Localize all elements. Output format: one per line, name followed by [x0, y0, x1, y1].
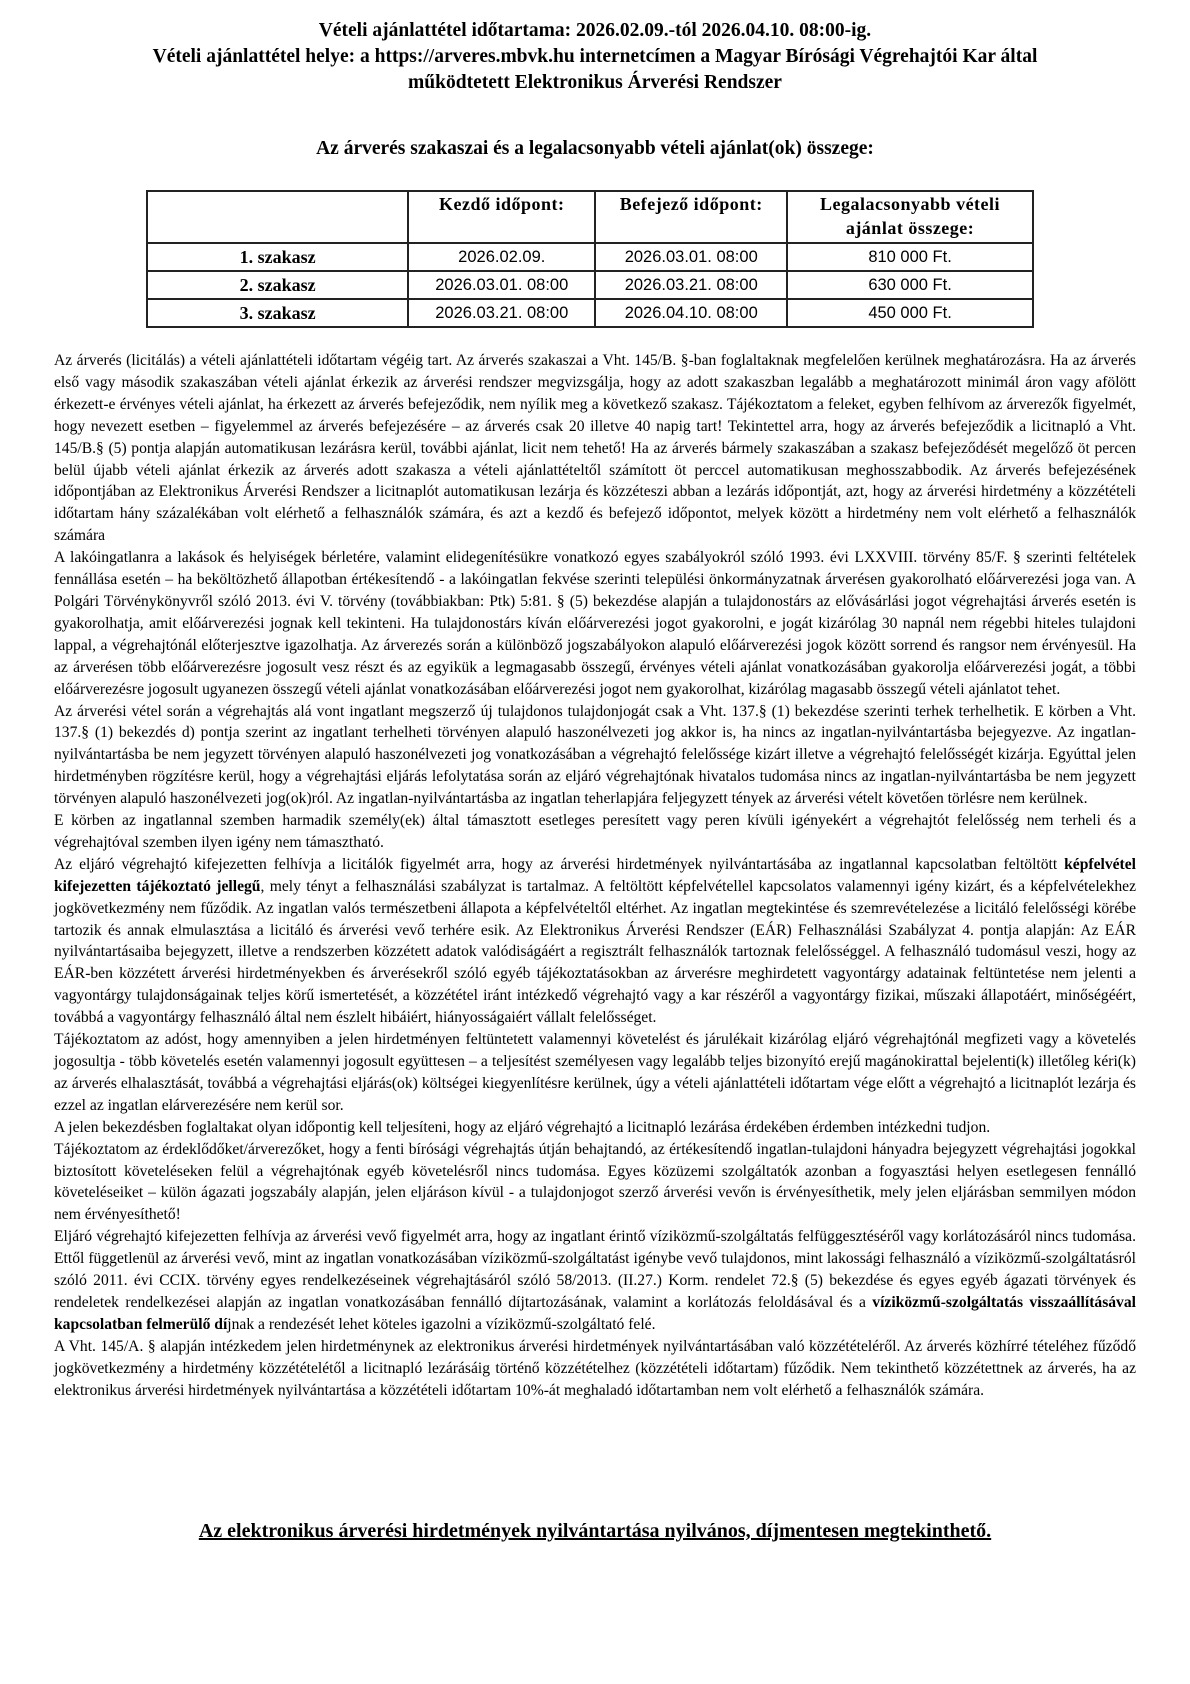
bold-text-segment: képfelvétel kifejezetten tájékoztató jellegű: [54, 855, 1136, 895]
header-empty: [147, 191, 408, 243]
stage-start: 2026.03.01. 08:00: [408, 271, 595, 299]
paragraph-debtor-notice: Tájékoztatom az adóst, hogy amennyiben a jelen hirdetményen feltüntetett valamennyi követelést és járulékait kizárólag eljáró végrehajtónál megfizeti vagy a követelés jogosultja - több követelés esetén valamennyi jogosult együttesen – a teljesítést személyesen vagy legalább teljes bizonyító erejű magánokirattal bejelenti(k) illetőleg kéri(k) az árverés elhalasztását, továbbá a végrehajtási eljárás(ok) költségei kiegyenlítésre kerülnek, úgy a vételi ajánlattételi időtartam vége előtt a végrehajtó a licitnaplót lezárja és ezzel az ingatlan elárverezésére nem kerül sor.: [54, 1031, 1136, 1114]
bidding-location: Vételi ajánlattétel helye: a https://arveres.mbvk.hu internetcímen a Magyar Bírósági Végrehajtói Kar által: [152, 46, 1038, 67]
text-segment: , mely tényt a felhasználási szabályzat is tartalmaz. A feltöltött képfelvétellel kapcsolatos valamennyi igény kizárt, és a képfelvételekhez jogkövetkezmény nem fűződik. Az ingatlan valós természetbeni állapota a képfelvételtől eltérhet. Az ingatlan megtekintése és szemrevételezése a licitáló felelősségi körébe tartozik és annak elmulasztása a licitáló és árverési vevő terhére esik. Az Elektronikus Árverési Rendszer (EÁR) Felhasználási Szabályzat 4. pontja alapján: Az EÁR nyilvántartásaiba bejegyzett, illetve a rendszerben közzétett adatok valódiságáért a regisztrált felhasználók tartoznak felelősséggel. A felhasználó tudomásul veszi, hogy az EÁR-ben közzétett árverési hirdetményekben és árverésekről szóló egyéb tájékoztatásokban az árverésre meghirdetett vagyontárgy adatainak feltüntetése nem jelenti a vagyontárgy tulajdonságainak teljes körű ismertetését, a közzététel iránt intézkedő végrehajtó vagy a kar részéről a vagyontárgy fizikai, műszaki állapotáért, minőségéért, továbbá a vagyontárgy felhasználó által nem észlelt hibáiért, hiányosságaiért vállalt felelősséget.: [54, 877, 1137, 1027]
notice-body: [54, 350, 1136, 1402]
stage-end: 2026.03.21. 08:00: [595, 271, 787, 299]
auction-stages-table: [146, 190, 1034, 328]
footer-notice: Az elektronikus árverési hirdetmények nyilvántartása nyilvános, díjmentesen megtekinthető.: [198, 1520, 992, 1542]
paragraph-third-party-claims: E körben az ingatlannal szemben harmadik személy(ek) által támasztott esetleges peresített vagy peren kívüli igényekért a végrehajtót felelősség nem terheli és a végrehajtóval szemben ilyen igény nem támasztható.: [54, 812, 1136, 851]
stage-label: 2. szakasz: [147, 271, 408, 299]
table-row: [147, 243, 1033, 271]
bidding-period: Vételi ajánlattétel időtartama: 2026.02.09.-tól 2026.04.10. 08:00-ig.: [318, 20, 872, 41]
header-end: Befejező időpont:: [595, 191, 787, 243]
text-segment: Az eljáró végrehajtó kifejezetten felhívja a licitálók figyelmét arra, hogy az árverési hirdetmények nyilvántartásába az ingatlannal kapcsolatban feltöltött: [54, 855, 1065, 873]
paragraph-deadline: A jelen bekezdésben foglaltakat olyan időpontig kell teljesíteni, hogy az eljáró végrehajtó a licitnapló lezárása érdekében érdemben intézkedni tudjon.: [54, 1118, 991, 1136]
paragraph-auction-stages: Az árverés (licitálás) a vételi ajánlattételi időtartam végéig tart. Az árverés szakaszai a Vht. 145/B. §-ban foglaltaknak megfelelően kerülnek meghatározásra. Ha az árverés első vagy második szakaszában vételi ajánlat érkezik az árverési rendszer megvizsgálja, hogy az adott szakaszban legalább a meghatározott minimál áron vagy afölött érkezett-e érvényes vételi ajánlat, ha érkezett az árverés befejeződik, nem nyílik meg a következő szakasz. Tájékoztatom a feleket, egyben felhívom az árverezők figyelmét, hogy nevezett esetben – figyelemmel az árverés befejezésére – az árverés csak 20 illetve 40 napig tart! Tekintettel arra, hogy az árverés befejeződik a licitnapló a Vht. 145/B.§ (5) pontja alapján automatikusan lezárásra kerül, további ajánlat, licit nem tehető! Ha az árverés bármely szakaszában a szakasz befejeződését megelőző öt percen belül újabb vételi ajánlat érkezik az árverés adott szakasza a vételi ajánlattételtől számított öt perccel automatikusan meghosszabbodik. Az árverés befejezésének időpontjában az Elektronikus Árverési Rendszer a licitnaplót automatikusan lezárja és közzéteszi abban a lezárás időpontját, azt, hogy az árverési hirdetmény a közzétételi időtartam hány százalékában volt elérhető a felhasználók számára, és azt a kezdő és befejező időpontot, melyek között a hirdetmény nem volt elérhető a felhasználók számára: [54, 352, 1136, 545]
stage-start: 2026.03.21. 08:00: [408, 299, 595, 327]
table-header-row: [147, 191, 1033, 243]
paragraph-publication: A Vht. 145/A. § alapján intézkedem jelen hirdetménynek az elektronikus árverési hirdetmények nyilvántartásában való közzétételéről. Az árverés közhírré tételéhez fűződő jogkövetkezmény a hirdetmény közzétételétől a licitnapló lezárásáig történő közzétételhez (közzétételi időtartam) fűződik. Nem tekinthető közzétettnek az árverés, ha az elektronikus árverési hirdetmények nyilvántartása a közzétételi időtartam 10%-át meghaladó időtartamban nem volt elérhető a felhasználók számára.: [54, 1337, 1136, 1399]
stage-end: 2026.04.10. 08:00: [595, 299, 787, 327]
table-row: [147, 271, 1033, 299]
stage-min-bid: 630 000 Ft.: [787, 271, 1033, 299]
document-page: [54, 18, 1137, 1542]
header-min-bid: Legalacsonyabb vételi ajánlat összege:: [787, 191, 1033, 243]
paragraph-images: [54, 854, 1136, 1029]
paragraph-water-utility: [54, 1226, 1136, 1336]
stage-label: 1. szakasz: [147, 243, 408, 271]
header-start: Kezdő időpont:: [408, 191, 595, 243]
bidding-system: működtetett Elektronikus Árverési Rendszer: [408, 72, 782, 93]
stages-title: Az árverés szakaszai és a legalacsonyabb vételi ajánlat(ok) összege:: [316, 138, 874, 159]
stage-min-bid: 810 000 Ft.: [787, 243, 1033, 271]
stage-end: 2026.03.01. 08:00: [595, 243, 787, 271]
table-row: [147, 299, 1033, 327]
paragraph-encumbrances: Az árverési vétel során a végrehajtás alá vont ingatlant megszerző új tulajdonos tulajdonjogát csak a Vht. 137.§ (1) bekezdése szerinti terhek terhelhetik. E körben a Vht. 137.§ (1) bekezdés d) pontja szerint az ingatlant terhelheti törvényen alapuló haszonélvezeti jog akkor is, ha nincs az ingatlan-nyilvántartásba bejegyezve. Az ingatlan-nyilvántartásba be nem jegyzett törvényen alapuló haszonélvezeti jog vonatkozásában a végrehajtó felelőssége kizárt illetve a végrehajtó felelősségét kizárja. Egyúttal jelen hirdetményben rögzítésre kerül, hogy a végrehajtási eljárás lefolytatása során az eljáró végrehajtónak hivatalos tudomása nincs az ingatlan-nyilvántartásba be nem jegyzett törvényen alapuló haszonélvezeti jog(ok)ról. Az ingatlan-nyilvántartásba az ingatlan teherlapjára feljegyzett tények az árverési vételt követően törlésre nem kerülnek.: [54, 702, 1136, 808]
stage-start: 2026.02.09.: [408, 243, 595, 271]
paragraph-other-claims: Tájékoztatom az érdeklődőket/árverezőket, hogy a fenti bírósági végrehajtás útján behajtandó, az értékesítendő ingatlan-tulajdoni hányadra bejegyzett végrehajtási jogokkal biztosított követeléseken felül a végrehajtónak egyéb követelésről nincs tudomása. Egyes közüzemi szolgáltatók azonban a fogyasztási helyen esetlegesen fennálló követeléseiket – külön ágazati jogszabály alapján, jelen eljáráson kívül - a tulajdonjogot szerző árverési vevőn is érvényesíthetik, mely jelen eljárásban semmilyen módon nem érvényesíthető!: [54, 1140, 1136, 1224]
auction-header: [54, 18, 1136, 96]
text-segment: Eljáró végrehajtó kifejezetten felhívja az árverési vevő figyelmét arra, hogy az ingatlant érintő víziközmű-szolgáltatás felfüggesztéséről vagy korlátozásáról nincs tudomása. Ettől függetlenül az árverési vevő, mint az ingatlan vonatkozásában víziközmű-szolgáltatást igénybe vevő tulajdonos, mint lakossági felhasználó a víziközmű-szolgáltatásról szóló 2011. évi CCIX. törvény egyes rendelkezéseinek végrehajtásáról szóló 58/2013. (II.27.) Korm. rendelet 72.§ (5) bekezdése és egyes egyéb ágazati törvények és rendeletek rendelkezései alapján az ingatlan vonatkozásában fennálló díjtartozásának, valamint a korlátozás feloldásával és a: [54, 1228, 1136, 1311]
stage-min-bid: 450 000 Ft.: [787, 299, 1033, 327]
text-segment: jnak a rendezését lehet köteles igazolni a víziközmű-szolgáltató felé.: [227, 1315, 656, 1333]
bold-text-segment: víziközmű-szolgáltatás visszaállításával kapcsolatban felmerülő dí: [54, 1293, 1136, 1333]
stage-label: 3. szakasz: [147, 299, 408, 327]
paragraph-preemption: A lakóingatlanra a lakások és helyiségek bérletére, valamint elidegenítésükre vonatkozó egyes szabályokról szóló 1993. évi LXXVIII. törvény 85/F. § szerinti feltételek fennállása esetén – ha beköltözhető állapotban értékesítendő - a lakóingatlan fekvése szerinti települési önkormányzatnak árverésen gyakorolható előárverezési joga van. A Polgári Törvénykönyvről szóló 2013. évi V. törvény (továbbiakban: Ptk) 5:81. § (5) bekezdése alapján a tulajdonostárs az elővásárlási jogot végrehajtási árverés esetén is gyakorolhatja, amit előárverezési jognak kell tekinteni. Ha tulajdonostárs kíván előárverezési jogot gyakorolni, e jogát kizárólag 30 napnál nem régebbi hiteles tulajdoni lappal, a végrehajtónál előterjesztve igazolhatja. Az árverezés során a különböző jogszabályokon alapuló előárverezési jogok között sorrend és rangsor nem érvényesül. Ha az árverésen több előárverezésre jogosult vesz részt és az egyikük a legmagasabb összegű, érvényes vételi ajánlat vonatkozásában gyakorolja előárverezési jogát, a többi előárverezésre jogosult ugyanezen összegű vételi ajánlat vonatkozásában előárverezési jogot nem gyakorolhat, kizárólag magasabb összegű vételi ajánlatot tehet.: [54, 549, 1136, 698]
